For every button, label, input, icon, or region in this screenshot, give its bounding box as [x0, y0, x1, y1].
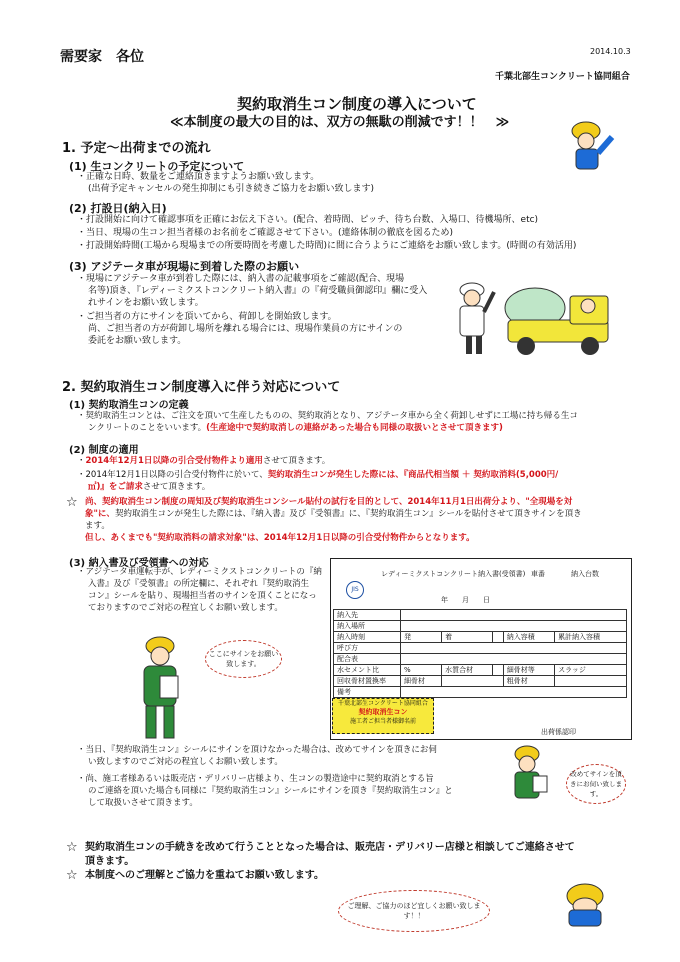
form-table — [333, 609, 627, 698]
sign-here-callout: ここにサインをお願い致します。 — [205, 640, 282, 678]
form-delivered-count: 納入台数 — [571, 570, 599, 578]
footer-note2: 本制度へのご理解とご協力を重ねてお願い致します。 — [85, 870, 324, 881]
section2-heading: 2. 契約取消生コン制度導入に伴う対応について — [62, 380, 341, 395]
date: 2014.10.3 — [590, 47, 631, 56]
footer-note1-line1: 契約取消生コンの手続きを改めて行うこととなった場合は、販売店・デリバリー店様と相談してご連絡させて — [85, 842, 575, 853]
section2-2-line2-red: 契約取消生コンが発生した際には、『商品代相当額 ＋ 契約取消料(5,000円/ — [267, 470, 559, 480]
section2-2-line3-red: ㎥)』をご請求 — [88, 482, 143, 492]
form-row-label: 備考 — [334, 687, 401, 698]
section1-3-line6: 委託をお願い致します。 — [88, 336, 187, 346]
bullet1-line1: ・ 当日、『契約取消生コン』シールにサインを頂けなかった場合は、改めてサインを頂きにお伺 — [77, 745, 437, 757]
form-row — [334, 621, 627, 632]
star-note-line1: 尚、契約取消生コン制度の周知及び契約取消生コンシール貼付の試行を目的として、2014年11月1日出荷分より、"全現場を対 — [85, 497, 573, 507]
form-water-mat: 水質合材 — [442, 665, 493, 676]
form-cumulative: 累計納入容積 — [555, 632, 627, 643]
form-row — [334, 643, 627, 654]
form-coarse-agg: 粗骨材 — [503, 676, 554, 687]
form-fine-agg: 細骨材 — [401, 676, 442, 687]
revisit-callout: 改めてサインを頂きにお伺い致します。 — [566, 764, 626, 804]
section2-2-line1: ・ 2014年12月1日以降の引合受付物件より適用させて頂きます。 — [77, 456, 330, 468]
thanks-callout: ご理解、ご協力のほど宜しくお願い致します！！ — [338, 890, 490, 932]
form-row-label: 納入場所 — [334, 621, 401, 632]
footer-note1-line2: 頂きます。 — [85, 856, 135, 867]
worker-paper-icon — [505, 742, 555, 802]
form-chaku: 着 — [442, 632, 493, 643]
section2-2-line2: ・ 2014年12月1日以降の引合受付物件に於いて、契約取消生コンが発生した際には、『商品代相当額 ＋ 契約取消料(5,000円/ — [77, 470, 558, 482]
form-fine-mat: 細骨材等 — [503, 665, 554, 676]
form-row-label: 納入時刻 — [334, 632, 401, 643]
section1-heading: 1. 予定～出荷までの流れ — [62, 141, 211, 156]
section1-3-line2: 名等)頂き、『レディーミクストコンクリート納入書』の『荷受職員御認印』欄に受入 — [88, 286, 428, 296]
footer-star-icon-2: ☆ — [66, 868, 78, 883]
section1-2-title: (2) 打設日(納入日) — [69, 202, 167, 215]
section1-2-line1: ・ 打設開始に向けて確認事項を正確にお伝え下さい。(配合、着時間、ピッチ、待ち台数、入場口、待機場所、etc) — [77, 215, 538, 227]
form-row-label: 水セメント比 — [334, 665, 401, 676]
section1-2-line2: ・ 当日、現場の生コン担当者様のお名前をご確認させて下さい。(連絡体制の徹底を図るため) — [77, 228, 453, 240]
worker-clipboard-icon — [130, 632, 200, 742]
section2-2-line3: ㎥)』をご請求させて頂きます。 — [88, 482, 211, 492]
section2-2-line1-red: 2014年12月1日以降の引合受付物件より適用 — [85, 456, 263, 466]
star-note-line4: 但し、あくまでも"契約取消料の請求対象"は、2014年12月1日以降の引合受付物件からとなります。 — [85, 533, 475, 543]
section1-2-line3: ・ 打設開始時間(工場から現場までの所要時間を考慮した時間)に間に合うようにご連絡をお願い致します。(時間の有効活用) — [77, 241, 576, 253]
star-note-line2-red: 象"に、 — [85, 509, 115, 519]
section1-1-title: (1) 生コンクリートの予定について — [69, 160, 245, 173]
form-capacity: 納入容積 — [503, 632, 554, 643]
form-title: レディーミクストコンクリート納入書(受領書) — [381, 570, 526, 578]
sticker-title: 契約取消生コン — [358, 708, 408, 716]
form-row — [334, 687, 627, 698]
bullet1-line2: い致しますのでご対応の程宜しくお願い致します。 — [88, 757, 283, 767]
section2-3-line3: コン』シールを貼り、現場担当者のサインを頂くことになっ — [88, 591, 317, 601]
section2-2-title: (2) 制度の適用 — [69, 445, 139, 456]
section1-1-line1: ・ 正確な日時、数量をご連絡頂きますようお願い致します。 — [77, 172, 319, 184]
mixer-truck-illustration — [450, 270, 620, 360]
section2-3-title: (3) 納入書及び受領書への対応 — [69, 558, 209, 569]
form-sludge: スラッジ — [555, 665, 627, 676]
form-row-label: 回収骨材置換率 — [334, 676, 401, 687]
form-hatsu: 発 — [401, 632, 442, 643]
form-row — [334, 654, 627, 665]
bullet2-line1: ・ 尚、施工者様あるいは販売店・デリバリー店様より、生コンの製造途中に契約取消とする旨 — [77, 774, 434, 786]
page-subtitle: ≪本制度の最大の目的は、双方の無駄の削減です！！ ≫ — [170, 115, 510, 130]
section1-3-line1: ・ 現場にアジテータ車が到着した際には、納入書の記載事項をご確認(配合、現場 — [77, 274, 404, 286]
section1-3-line5: 尚、ご担当者の方が荷卸し場所を離れる場合には、現場作業員の方にサインの — [88, 324, 403, 334]
bullet2-line3: して取扱いさせて頂きます。 — [88, 798, 198, 808]
sticker-org: 千葉北部生コンクリート協同組合 — [338, 700, 428, 707]
star-icon: ☆ — [66, 495, 78, 510]
jis-mark-icon: JIS — [346, 581, 364, 599]
star-note-line2: 象"に、契約取消生コンが発生した際には、『納入書』及び『受領書』に、『契約取消生コン』シールを貼付させて頂きサインを頂き — [85, 509, 582, 519]
form-shipper-stamp: 出荷係認印 — [541, 728, 576, 736]
section1-3-title: (3) アジテータ車が現場に到着した際のお願い — [69, 260, 300, 273]
form-row-label: 呼び方 — [334, 643, 401, 654]
section1-3-line4: ・ ご担当者の方にサインを頂いてから、荷卸しを開始致します。 — [77, 312, 337, 324]
form-row — [334, 632, 627, 643]
organization: 千葉北部生コンクリート協同組合 — [495, 72, 630, 82]
sticker-sign-label: 施工者ご担当者様御名前 — [349, 718, 416, 725]
section2-1-line2: ンクリートのことをいいます。(生産途中で契約取消しの連絡があった場合も同様の取扱いとさせて頂きます) — [88, 423, 503, 433]
bullet2-line2: のご連絡を頂いた場合も同様に『契約取消生コン』シールにサインを頂き『契約取消生コン』と — [88, 786, 453, 796]
section2-1-title: (1) 契約取消生コンの定義 — [69, 400, 189, 411]
form-row — [334, 665, 627, 676]
form-row — [334, 610, 627, 621]
form-row — [334, 676, 627, 687]
section1-1-line2: (出荷予定キャンセルの発生抑制にも引き続きご協力をお願い致します) — [88, 184, 375, 194]
addressee: 需要家 各位 — [60, 49, 144, 65]
section1-3-line3: れサインをお願い致します。 — [88, 298, 204, 308]
section2-1-line2-red: (生産途中で契約取消しの連絡があった場合も同様の取扱いとさせて頂きます) — [206, 423, 503, 433]
form-row-label: 配合表 — [334, 654, 401, 665]
section2-1-line1: ・ 契約取消生コンとは、ご注文を頂いて生産したものの、契約取消となり、アジテータ車から全く荷卸しせずに工場に持ち帰る生コ — [77, 411, 578, 423]
worker-bowing-icon — [555, 878, 615, 928]
form-date-label: 年 月 日 — [441, 596, 490, 604]
footer-star-icon-1: ☆ — [66, 840, 78, 855]
cancel-sticker — [332, 698, 434, 734]
form-percent: % — [401, 665, 442, 676]
page-title: 契約取消生コン制度の導入について — [237, 95, 477, 113]
star-note-line3: ます。 — [85, 521, 110, 531]
form-car-no: 車番 — [531, 570, 545, 578]
section2-3-line2: 入書』及び『受領書』の所定欄に、それぞれ『契約取消生 — [88, 579, 310, 589]
section2-3-line4: ておりますのでご対応の程宜しくお願い致します。 — [88, 603, 283, 613]
form-row-label: 納入先 — [334, 610, 401, 621]
worker-pointing-icon — [560, 115, 620, 175]
section2-3-line1: ・ アジテータ車運転手が、レディーミクストコンクリートの『納 — [77, 567, 322, 579]
